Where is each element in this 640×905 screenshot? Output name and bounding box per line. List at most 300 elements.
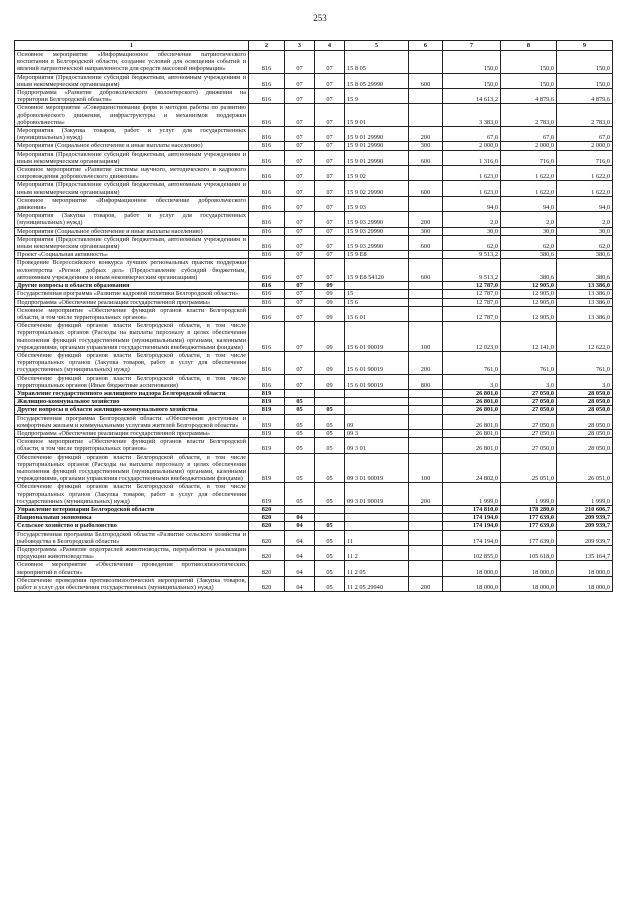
amount-year2-cell: 27 050,0 [501, 429, 557, 437]
section-code-cell: 07 [285, 259, 315, 282]
amount-year1-cell: 18 000,0 [443, 561, 501, 576]
amount-year1-cell: 26 801,0 [443, 429, 501, 437]
amount-year3-cell: 28 050,0 [557, 398, 613, 406]
subsection-code-cell: 07 [315, 127, 345, 142]
target-article-cell: 15 9 03 29990 [345, 212, 409, 227]
expense-type-cell: 600 [409, 73, 443, 88]
section-code-cell: 07 [285, 282, 315, 290]
table-row [15, 389, 613, 397]
target-article-cell [345, 282, 409, 290]
table-row [15, 290, 613, 298]
amount-year2-cell: 150,0 [501, 73, 557, 88]
admin-code-cell: 816 [249, 374, 285, 389]
expense-type-cell: 600 [409, 259, 443, 282]
admin-code-cell: 816 [249, 306, 285, 321]
amount-year1-cell: 150,0 [443, 73, 501, 88]
expense-type-cell: 100 [409, 322, 443, 352]
target-article-cell [345, 406, 409, 414]
row-name-cell: Проведение Всероссийского конкурса лучших региональных практик поддержки волонтерства «Регион добрых дел» (Предоставление субсидий бюджетным, автономным учреждениям и иным некоммерческим организациям) [15, 259, 249, 282]
row-name-cell: Подпрограмма «Обеспечение реализации государственной программы» [15, 429, 249, 437]
amount-year2-cell: 178 280,0 [501, 505, 557, 513]
target-article-cell: 11 2 05 29940 [345, 576, 409, 591]
target-article-cell: 15 6 01 90019 [345, 374, 409, 389]
target-article-cell: 15 9 01 [345, 104, 409, 127]
row-name-cell: Обеспечение проведения противоэпизоотических мероприятий (Закупка товаров, работ и услуг для обеспечения государственных (муниципальных) нужд) [15, 576, 249, 591]
expense-type-cell [409, 522, 443, 530]
admin-code-cell: 816 [249, 290, 285, 298]
admin-code-cell: 819 [249, 414, 285, 429]
row-name-cell: Другие вопросы в области жилищно-коммунального хозяйства [15, 406, 249, 414]
subsection-code-cell [315, 505, 345, 513]
target-article-cell: 11 2 [345, 546, 409, 561]
table-row [15, 438, 613, 453]
row-name-cell: Обеспечение функций органов власти Белгородской области, в том числе территориальных органов (Расходы на выплаты персоналу в целях обеспечения выполнения функций государственными (муниципальными) органами, казенными учреждениями, органами управления государственными внебюджетными фондами) [15, 453, 249, 483]
amount-year2-cell: 18 000,0 [501, 576, 557, 591]
expense-type-cell [409, 290, 443, 298]
target-article-cell: 15 9 01 29990 [345, 127, 409, 142]
amount-year3-cell: 2 000,0 [557, 142, 613, 150]
amount-year2-cell: 2 783,0 [501, 104, 557, 127]
amount-year2-cell: 380,6 [501, 259, 557, 282]
amount-year3-cell: 13 386,0 [557, 306, 613, 321]
amount-year1-cell: 2,0 [443, 212, 501, 227]
target-article-cell: 15 6 [345, 298, 409, 306]
expense-type-cell [409, 561, 443, 576]
header-cell: 4 [315, 41, 345, 51]
subsection-code-cell: 07 [315, 212, 345, 227]
subsection-code-cell: 09 [315, 374, 345, 389]
subsection-code-cell: 09 [315, 290, 345, 298]
admin-code-cell: 816 [249, 212, 285, 227]
section-code-cell [285, 505, 315, 513]
header-cell: 1 [15, 41, 249, 51]
section-code-cell: 07 [285, 127, 315, 142]
target-article-cell: 15 9 [345, 89, 409, 104]
subsection-code-cell [315, 514, 345, 522]
amount-year2-cell: 716,0 [501, 150, 557, 165]
subsection-code-cell: 05 [315, 414, 345, 429]
amount-year3-cell: 28 050,0 [557, 438, 613, 453]
table-row [15, 259, 613, 282]
target-article-cell [345, 505, 409, 513]
section-code-cell: 05 [285, 483, 315, 506]
section-code-cell: 07 [285, 150, 315, 165]
expense-type-cell: 200 [409, 127, 443, 142]
row-name-cell: Государственная программа Белгородской области «Обеспечение доступным и комфортным жильем и коммунальными услугами жителей Белгородской области» [15, 414, 249, 429]
subsection-code-cell: 07 [315, 251, 345, 259]
row-name-cell: Мероприятия (Закупка товаров, работ и услуг для государственных (муниципальных) нужд) [15, 127, 249, 142]
amount-year1-cell: 9 513,2 [443, 259, 501, 282]
subsection-code-cell: 07 [315, 89, 345, 104]
section-code-cell: 05 [285, 406, 315, 414]
amount-year3-cell: 67,0 [557, 127, 613, 142]
expense-type-cell [409, 429, 443, 437]
amount-year1-cell: 3 383,0 [443, 104, 501, 127]
expense-type-cell [409, 51, 443, 74]
amount-year3-cell: 135 164,7 [557, 546, 613, 561]
admin-code-cell: 820 [249, 522, 285, 530]
amount-year1-cell: 67,0 [443, 127, 501, 142]
admin-code-cell: 816 [249, 51, 285, 74]
amount-year3-cell: 28 050,0 [557, 414, 613, 429]
admin-code-cell: 816 [249, 104, 285, 127]
section-code-cell: 07 [285, 227, 315, 235]
table-row [15, 374, 613, 389]
target-article-cell: 15 9 03 [345, 196, 409, 211]
amount-year3-cell: 13 386,0 [557, 298, 613, 306]
admin-code-cell: 820 [249, 546, 285, 561]
target-article-cell [345, 398, 409, 406]
target-article-cell: 15 9 01 29990 [345, 142, 409, 150]
section-code-cell: 04 [285, 522, 315, 530]
amount-year3-cell: 28 050,0 [557, 406, 613, 414]
expense-type-cell: 600 [409, 150, 443, 165]
table-row [15, 429, 613, 437]
row-name-cell: Управление ветеринарии Белгородской области [15, 505, 249, 513]
amount-year1-cell: 1 999,0 [443, 483, 501, 506]
amount-year1-cell: 12 023,0 [443, 322, 501, 352]
subsection-code-cell: 07 [315, 259, 345, 282]
table-row [15, 546, 613, 561]
amount-year2-cell: 177 639,0 [501, 522, 557, 530]
amount-year1-cell: 102 855,0 [443, 546, 501, 561]
amount-year1-cell: 26 801,0 [443, 406, 501, 414]
expense-type-cell: 200 [409, 576, 443, 591]
amount-year3-cell: 12 622,0 [557, 322, 613, 352]
amount-year2-cell: 105 618,0 [501, 546, 557, 561]
subsection-code-cell: 07 [315, 150, 345, 165]
expense-type-cell [409, 282, 443, 290]
row-name-cell: Национальная экономика [15, 514, 249, 522]
target-article-cell: 15 6 01 [345, 306, 409, 321]
target-article-cell [345, 389, 409, 397]
admin-code-cell: 816 [249, 322, 285, 352]
row-name-cell: Основное мероприятие «Обеспечение функций органов власти Белгородской области, в том числе территориальных органов» [15, 306, 249, 321]
section-code-cell: 07 [285, 290, 315, 298]
expense-type-cell [409, 389, 443, 397]
section-code-cell: 07 [285, 166, 315, 181]
section-code-cell: 04 [285, 561, 315, 576]
section-code-cell: 05 [285, 398, 315, 406]
amount-year2-cell: 12 905,0 [501, 298, 557, 306]
amount-year3-cell: 380,6 [557, 251, 613, 259]
expense-type-cell: 200 [409, 212, 443, 227]
subsection-code-cell: 05 [315, 429, 345, 437]
table-row [15, 251, 613, 259]
row-name-cell: Основное мероприятие «Развитие системы научного, методического и кадрового сопровождения добровольческого движения» [15, 166, 249, 181]
row-name-cell: Обеспечение функций органов власти Белгородской области, в том числе территориальных органов (Расходы на выплаты персоналу в целях обеспечения выполнения функций государственными (муниципальными) органами, казенными учреждениями, органами управления государственными внебюджетными фондами) [15, 322, 249, 352]
table-row [15, 505, 613, 513]
expense-type-cell [409, 546, 443, 561]
subsection-code-cell: 07 [315, 51, 345, 74]
subsection-code-cell: 05 [315, 522, 345, 530]
section-code-cell: 05 [285, 453, 315, 483]
expense-type-cell: 600 [409, 181, 443, 196]
target-article-cell: 15 6 01 90019 [345, 351, 409, 374]
row-name-cell: Подпрограмма «Развитие подотраслей животноводства, переработки и реализации продукции животноводства» [15, 546, 249, 561]
admin-code-cell: 816 [249, 89, 285, 104]
subsection-code-cell: 05 [315, 438, 345, 453]
expense-type-cell [409, 438, 443, 453]
section-code-cell: 07 [285, 351, 315, 374]
table-row [15, 298, 613, 306]
target-article-cell: 15 9 E8 54120 [345, 259, 409, 282]
admin-code-cell: 819 [249, 453, 285, 483]
admin-code-cell: 816 [249, 142, 285, 150]
subsection-code-cell: 09 [315, 298, 345, 306]
expense-type-cell: 800 [409, 374, 443, 389]
subsection-code-cell: 05 [315, 576, 345, 591]
target-article-cell [345, 514, 409, 522]
target-article-cell: 09 3 01 90019 [345, 453, 409, 483]
admin-code-cell: 819 [249, 483, 285, 506]
row-name-cell: Основное мероприятие «Обеспечение функций органов власти Белгородской области, в том числе территориальных органов» [15, 438, 249, 453]
amount-year3-cell: 28 050,0 [557, 429, 613, 437]
section-code-cell [285, 389, 315, 397]
subsection-code-cell: 09 [315, 322, 345, 352]
subsection-code-cell: 05 [315, 530, 345, 545]
amount-year3-cell: 2 783,0 [557, 104, 613, 127]
amount-year2-cell: 27 050,0 [501, 406, 557, 414]
section-code-cell: 05 [285, 414, 315, 429]
target-article-cell: 15 9 02 29990 [345, 181, 409, 196]
expense-type-cell: 300 [409, 142, 443, 150]
amount-year3-cell: 380,6 [557, 259, 613, 282]
table-row [15, 561, 613, 576]
amount-year2-cell: 27 050,0 [501, 398, 557, 406]
amount-year2-cell: 12 905,0 [501, 282, 557, 290]
amount-year3-cell: 94,0 [557, 196, 613, 211]
target-article-cell: 09 3 01 90019 [345, 483, 409, 506]
section-code-cell: 04 [285, 530, 315, 545]
section-code-cell: 07 [285, 104, 315, 127]
header-cell: 2 [249, 41, 285, 51]
row-name-cell: Мероприятия (Предоставление субсидий бюджетным, автономным учреждениям и иным некоммерческим организациям) [15, 150, 249, 165]
amount-year2-cell: 2 000,0 [501, 142, 557, 150]
subsection-code-cell: 05 [315, 453, 345, 483]
row-name-cell: Подпрограмма «Обеспечение реализации государственной программы» [15, 298, 249, 306]
amount-year3-cell: 2,0 [557, 212, 613, 227]
table-row [15, 406, 613, 414]
target-article-cell: 15 9 02 [345, 166, 409, 181]
amount-year2-cell: 177 639,0 [501, 530, 557, 545]
amount-year2-cell: 150,0 [501, 51, 557, 74]
amount-year1-cell: 174 194,0 [443, 530, 501, 545]
amount-year3-cell: 761,0 [557, 351, 613, 374]
table-row [15, 166, 613, 181]
row-name-cell: Основное мероприятие «Совершенствование форм и методов работы по развитию добровольческого движения, инфраструктуры и механизмов поддержки добровольчества» [15, 104, 249, 127]
subsection-code-cell [315, 398, 345, 406]
target-article-cell: 15 9 E8 [345, 251, 409, 259]
admin-code-cell: 820 [249, 576, 285, 591]
expense-type-cell [409, 251, 443, 259]
section-code-cell: 07 [285, 196, 315, 211]
table-row [15, 522, 613, 530]
admin-code-cell: 819 [249, 398, 285, 406]
subsection-code-cell: 07 [315, 73, 345, 88]
target-article-cell: 09 3 01 [345, 438, 409, 453]
row-name-cell: Мероприятия (Предоставление субсидий бюджетным, автономным учреждениям и иным некоммерческим организациям) [15, 235, 249, 250]
target-article-cell: 15 8 05 [345, 51, 409, 74]
amount-year2-cell: 1 622,0 [501, 166, 557, 181]
amount-year2-cell: 27 050,0 [501, 389, 557, 397]
amount-year1-cell: 24 802,0 [443, 453, 501, 483]
expense-type-cell: 100 [409, 453, 443, 483]
amount-year3-cell: 28 050,0 [557, 389, 613, 397]
section-code-cell: 07 [285, 298, 315, 306]
table-row [15, 351, 613, 374]
target-article-cell [345, 522, 409, 530]
amount-year3-cell: 1 622,0 [557, 166, 613, 181]
row-name-cell: Управление государственного жилищного надзора Белгородской области [15, 389, 249, 397]
table-row [15, 530, 613, 545]
row-name-cell: Обеспечение функций органов власти Белгородской области, в том числе территориальных органов (Закупка товаров, работ и услуг для обеспечения государственных (муниципальных) нужд) [15, 483, 249, 506]
table-row [15, 514, 613, 522]
admin-code-cell: 816 [249, 150, 285, 165]
subsection-code-cell: 05 [315, 561, 345, 576]
row-name-cell: Проект «Социальная активность» [15, 251, 249, 259]
section-code-cell: 07 [285, 73, 315, 88]
expense-type-cell [409, 196, 443, 211]
row-name-cell: Сельское хозяйство и рыболовство [15, 522, 249, 530]
row-name-cell: Жилищно-коммунальное хозяйство [15, 398, 249, 406]
amount-year2-cell: 27 050,0 [501, 438, 557, 453]
header-cell: 8 [501, 41, 557, 51]
target-article-cell: 15 8 05 29990 [345, 73, 409, 88]
admin-code-cell: 819 [249, 429, 285, 437]
header-cell: 3 [285, 41, 315, 51]
admin-code-cell: 820 [249, 561, 285, 576]
row-name-cell: Основное мероприятие «Обеспечение проведения противоэпизоотических мероприятий в области» [15, 561, 249, 576]
amount-year1-cell: 2 000,0 [443, 142, 501, 150]
table-row [15, 89, 613, 104]
amount-year1-cell: 26 801,0 [443, 438, 501, 453]
header-cell: 6 [409, 41, 443, 51]
amount-year2-cell: 12 141,0 [501, 322, 557, 352]
admin-code-cell: 816 [249, 259, 285, 282]
row-name-cell: Другие вопросы в области образования [15, 282, 249, 290]
budget-table [14, 40, 613, 592]
section-code-cell: 07 [285, 235, 315, 250]
amount-year1-cell: 26 801,0 [443, 414, 501, 429]
amount-year3-cell: 209 939,7 [557, 514, 613, 522]
amount-year1-cell: 12 787,0 [443, 282, 501, 290]
amount-year1-cell: 62,0 [443, 235, 501, 250]
amount-year2-cell: 94,0 [501, 196, 557, 211]
admin-code-cell: 819 [249, 389, 285, 397]
admin-code-cell: 816 [249, 196, 285, 211]
amount-year2-cell: 1 999,0 [501, 483, 557, 506]
amount-year3-cell: 150,0 [557, 73, 613, 88]
admin-code-cell: 816 [249, 181, 285, 196]
amount-year3-cell: 209 939,7 [557, 530, 613, 545]
amount-year2-cell: 12 905,0 [501, 290, 557, 298]
target-article-cell: 15 9 01 29990 [345, 150, 409, 165]
subsection-code-cell: 07 [315, 227, 345, 235]
page-number: 253 [313, 13, 327, 23]
expense-type-cell [409, 89, 443, 104]
expense-type-cell [409, 505, 443, 513]
amount-year2-cell: 761,0 [501, 351, 557, 374]
amount-year1-cell: 12 787,0 [443, 290, 501, 298]
subsection-code-cell: 09 [315, 282, 345, 290]
amount-year2-cell: 25 051,0 [501, 453, 557, 483]
expense-type-cell [409, 530, 443, 545]
subsection-code-cell: 05 [315, 406, 345, 414]
admin-code-cell: 816 [249, 227, 285, 235]
section-code-cell: 04 [285, 576, 315, 591]
expense-type-cell [409, 414, 443, 429]
section-code-cell: 07 [285, 89, 315, 104]
amount-year3-cell: 18 000,0 [557, 576, 613, 591]
amount-year1-cell: 14 613,2 [443, 89, 501, 104]
row-name-cell: Мероприятия (Предоставление субсидий бюджетным, автономным учреждениям и иным некоммерческим организациям) [15, 181, 249, 196]
target-article-cell: 15 9 03 29990 [345, 235, 409, 250]
amount-year2-cell: 2,0 [501, 212, 557, 227]
row-name-cell: Основное мероприятие «Информационное обеспечение патриотического воспитания в Белгородской области, создание условий для освещения событий и явлений патриотической направленности для средств массовой информации» [15, 51, 249, 74]
amount-year2-cell: 62,0 [501, 235, 557, 250]
amount-year2-cell: 18 000,0 [501, 561, 557, 576]
section-code-cell: 04 [285, 546, 315, 561]
table-row [15, 181, 613, 196]
target-article-cell: 09 [345, 414, 409, 429]
table-row [15, 235, 613, 250]
amount-year3-cell: 18 000,0 [557, 561, 613, 576]
subsection-code-cell: 05 [315, 483, 345, 506]
header-cell: 9 [557, 41, 613, 51]
expense-type-cell: 200 [409, 351, 443, 374]
target-article-cell: 11 [345, 530, 409, 545]
amount-year3-cell: 150,0 [557, 51, 613, 74]
target-article-cell: 15 6 01 90019 [345, 322, 409, 352]
table-row [15, 576, 613, 591]
amount-year1-cell: 12 787,0 [443, 298, 501, 306]
section-code-cell: 07 [285, 251, 315, 259]
amount-year1-cell: 9 513,2 [443, 251, 501, 259]
amount-year1-cell: 1 623,0 [443, 166, 501, 181]
section-code-cell: 05 [285, 438, 315, 453]
amount-year2-cell: 1 622,0 [501, 181, 557, 196]
amount-year1-cell: 150,0 [443, 51, 501, 74]
amount-year3-cell: 210 606,7 [557, 505, 613, 513]
table-row [15, 104, 613, 127]
table-row [15, 142, 613, 150]
table-row [15, 414, 613, 429]
amount-year1-cell: 174 194,0 [443, 522, 501, 530]
subsection-code-cell: 07 [315, 196, 345, 211]
expense-type-cell [409, 406, 443, 414]
header-cell: 7 [443, 41, 501, 51]
subsection-code-cell: 07 [315, 235, 345, 250]
row-name-cell: Мероприятия (Предоставление субсидий бюджетным, автономным учреждениям и иным некоммерческим организациям) [15, 73, 249, 88]
table-row [15, 398, 613, 406]
expense-type-cell [409, 306, 443, 321]
admin-code-cell: 820 [249, 530, 285, 545]
admin-code-cell: 816 [249, 282, 285, 290]
row-name-cell: Мероприятия (Социальное обеспечение и иные выплаты населению) [15, 142, 249, 150]
amount-year2-cell: 12 905,0 [501, 306, 557, 321]
amount-year1-cell: 174 810,0 [443, 505, 501, 513]
row-name-cell: Обеспечение функций органов власти Белгородской области, в том числе территориальных органов (Закупка товаров, работ и услуг для обеспечения государственных (муниципальных) нужд) [15, 351, 249, 374]
expense-type-cell: 300 [409, 227, 443, 235]
row-name-cell: Мероприятия (Закупка товаров, работ и услуг для государственных (муниципальных) нужд) [15, 212, 249, 227]
amount-year3-cell: 13 386,0 [557, 282, 613, 290]
amount-year3-cell: 1 999,0 [557, 483, 613, 506]
amount-year1-cell: 94,0 [443, 196, 501, 211]
admin-code-cell: 816 [249, 351, 285, 374]
subsection-code-cell: 05 [315, 546, 345, 561]
amount-year3-cell: 26 051,0 [557, 453, 613, 483]
